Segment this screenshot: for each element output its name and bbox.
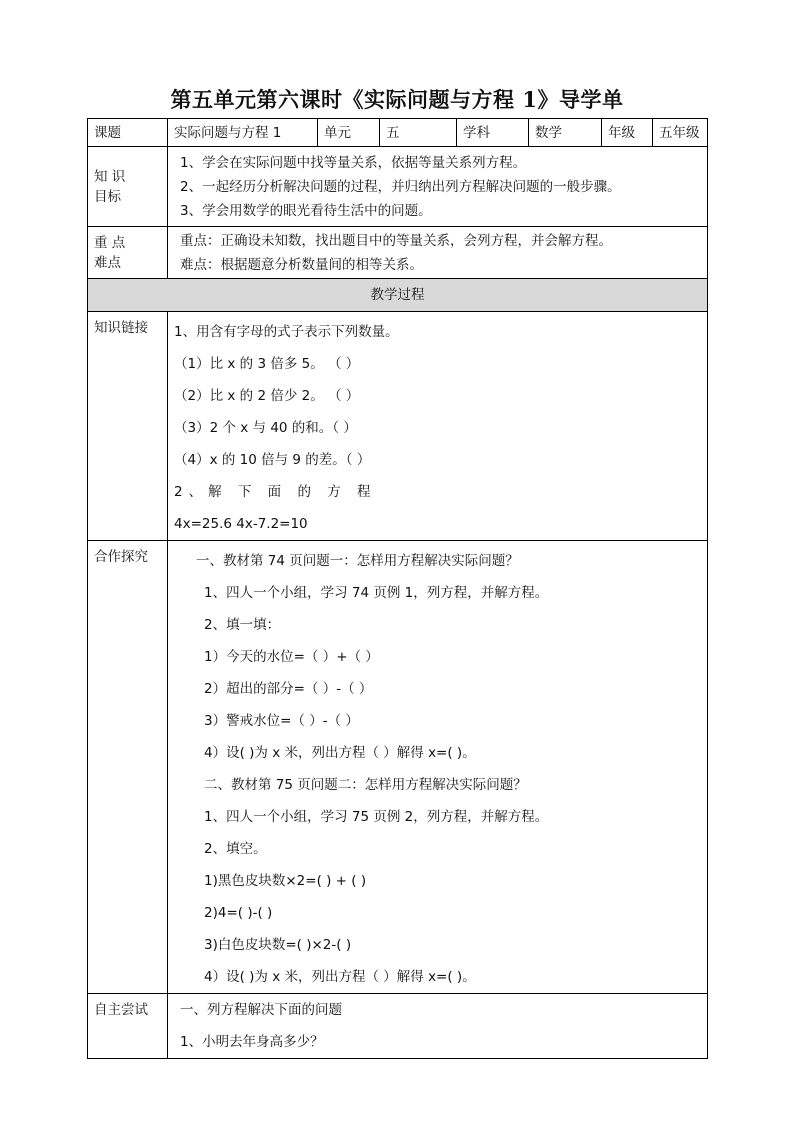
explore-label: 合作探究 (88, 541, 168, 994)
focus-label-line2: 难点 (94, 254, 121, 271)
focus-item: 重点：正确设未知数，找出题目中的等量关系，会列方程，并会解方程。 (180, 232, 612, 249)
explore-content (168, 541, 708, 994)
goal-item: 2、一起经历分析解决问题的过程，并归纳出列方程解决问题的一般步骤。 (180, 178, 621, 195)
explore-line: 1、四人一个小组，学习 75 页例 2，列方程，并解方程。 (204, 809, 549, 825)
self-try-label: 自主尝试 (88, 994, 168, 1059)
grade-value: 五年级 (653, 119, 708, 147)
subject-value: 数学 (529, 119, 602, 147)
knowledge-label: 知识链接 (88, 312, 168, 541)
explore-line: 2)4=( )-( ) (204, 905, 273, 921)
explore-line: 4）设( )为 x 米，列出方程（ ）解得 x=( )。 (204, 745, 476, 761)
goals-label (88, 147, 168, 227)
goals-content (168, 147, 708, 227)
study-guide-table (87, 118, 708, 1059)
goal-item: 1、学会在实际问题中找等量关系，依据等量关系列方程。 (180, 154, 527, 171)
self-try-line: 1、小明去年身高多少？ (180, 1034, 324, 1050)
process-header-row (88, 279, 708, 312)
explore-line: 2、填空。 (204, 841, 267, 857)
header-row (88, 119, 708, 147)
knowledge-row (88, 312, 708, 541)
knowledge-line: 4x=25.6 4x-7.2=10 (174, 516, 308, 532)
goal-item: 3、学会用数学的眼光看待生活中的问题。 (180, 202, 432, 219)
explore-line: 二、教材第 75 页问题二：怎样用方程解决实际问题？ (204, 777, 527, 793)
self-try-line: 一、列方程解决下面的问题 (180, 1002, 342, 1018)
goals-label-line1: 知 识 (94, 168, 126, 185)
focus-label (88, 227, 168, 279)
explore-line: 3)白色皮块数=( )×2-( ) (204, 937, 352, 953)
self-try-content (168, 994, 708, 1059)
self-try-row (88, 994, 708, 1059)
focus-label-line1: 重 点 (94, 234, 126, 251)
explore-line: 2）超出的部分=（ ）-（ ） (204, 681, 373, 697)
goals-label-line2: 目标 (94, 188, 121, 205)
document-title: 第五单元第六课时《实际问题与方程 1》导学单 (170, 87, 624, 112)
knowledge-line: （2）比 x 的 2 倍少 2。 （ ） (174, 388, 360, 404)
process-header: 教学过程 (88, 279, 708, 312)
unit-label: 单元 (318, 119, 380, 147)
knowledge-line: （1）比 x 的 3 倍多 5。 （ ） (174, 356, 360, 372)
knowledge-line: 1、用含有字母的式子表示下列数量。 (174, 324, 399, 340)
knowledge-line: （3）2 个 x 与 40 的和。（ ） (174, 420, 357, 436)
goals-row (88, 147, 708, 227)
knowledge-content (168, 312, 708, 541)
explore-row (88, 541, 708, 994)
explore-line: 1）今天的水位=（ ）+（ ） (204, 649, 379, 665)
focus-row (88, 227, 708, 279)
topic-label: 课题 (88, 119, 168, 147)
explore-line: 一、教材第 74 页问题一：怎样用方程解决实际问题？ (196, 553, 519, 569)
explore-line: 4）设( )为 x 米，列出方程（ ）解得 x=( )。 (204, 969, 476, 985)
explore-line: 3）警戒水位=（ ）-（ ） (204, 713, 359, 729)
focus-content (168, 227, 708, 279)
explore-line: 1)黑色皮块数×2=( ) + ( ) (204, 873, 367, 889)
grade-label: 年级 (602, 119, 653, 147)
subject-label: 学科 (457, 119, 529, 147)
explore-line: 2、填一填： (204, 617, 281, 633)
knowledge-line: 2、解 下 面 的 方 程 (174, 484, 377, 500)
unit-value: 五 (380, 119, 457, 147)
topic-value: 实际问题与方程 1 (168, 119, 318, 147)
explore-line: 1、四人一个小组，学习 74 页例 1，列方程，并解方程。 (204, 585, 549, 601)
knowledge-line: （4）x 的 10 倍与 9 的差。（ ） (174, 452, 371, 468)
focus-item: 难点：根据题意分析数量间的相等关系。 (180, 256, 423, 273)
